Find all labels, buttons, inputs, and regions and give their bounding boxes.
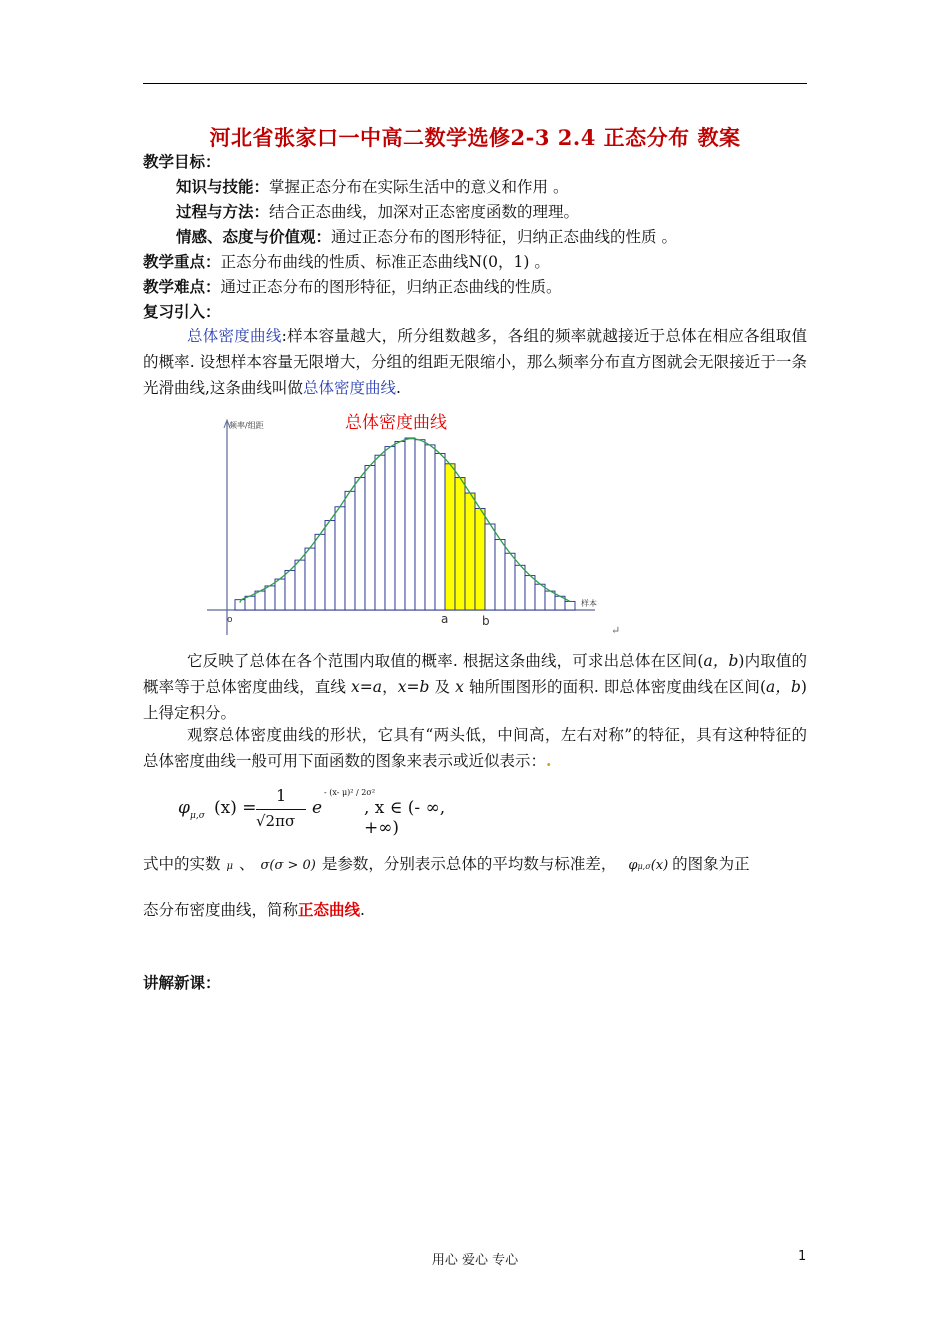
- p2-x: x: [455, 678, 464, 696]
- histogram-bar: [295, 560, 305, 610]
- page-number: 1: [798, 1249, 807, 1264]
- emotion-line: [176, 225, 677, 249]
- histogram-bar: [395, 441, 405, 610]
- b-label: b: [482, 614, 490, 628]
- histogram-bar: [265, 586, 275, 610]
- formula-exponent: - (x- μ)² / 2σ²: [324, 788, 376, 797]
- p4-phi-arg: (x): [650, 858, 669, 873]
- p2-a: 它反映了总体在各个范围内取值的概率. 根据这条曲线，可求出总体在区间(: [187, 652, 704, 670]
- p2-ab2: a，b: [766, 678, 801, 696]
- p3-dot: .: [546, 751, 552, 770]
- difficulty-label: 教学难点：: [143, 277, 221, 296]
- p2-c: ，: [382, 678, 398, 696]
- p4-d: 态分布密度曲线，简称: [143, 901, 299, 919]
- p3-text: 观察总体密度曲线的形状，它具有“两头低，中间高，左右对称”的特征，具有这种特征的总体密度曲线一般可用下面函数的图象来表示或近似表示：: [143, 726, 807, 770]
- histogram-bar: [425, 445, 435, 610]
- histogram-bar: [275, 579, 285, 610]
- histogram-bar: [495, 539, 505, 610]
- histogram-bar: [365, 466, 375, 610]
- formula-lhs-arg: (x) =: [214, 798, 257, 818]
- histogram-bar: [525, 576, 535, 610]
- formula-numerator: 1: [276, 786, 287, 805]
- histogram-bar: [335, 507, 345, 610]
- term-normal-curve: 正态曲线: [298, 900, 361, 919]
- histogram-bar: [485, 524, 495, 610]
- objectives-heading: 教学目标：: [143, 152, 221, 171]
- formula-denominator: √2πσ: [256, 812, 296, 830]
- term-density-curve: 总体密度曲线: [187, 327, 282, 345]
- return-mark: ↵: [611, 624, 621, 637]
- histogram-bar: [245, 596, 255, 610]
- formula-phi-sub: μ,σ: [190, 811, 205, 821]
- histogram-bar: [505, 553, 515, 610]
- a-label: a: [441, 612, 449, 626]
- p2-ab: a，b: [703, 652, 739, 670]
- histogram-bar: [435, 453, 445, 610]
- review-heading: 复习引入：: [143, 302, 221, 321]
- chart-title: 总体密度曲线: [345, 413, 447, 433]
- formula-base-e: e: [312, 798, 323, 818]
- p2-xb: x=b: [397, 678, 430, 696]
- histogram-bar: [445, 464, 455, 610]
- histogram-bar: [315, 534, 325, 610]
- formula-phi: φ: [178, 798, 190, 818]
- p2-e: 轴所围图形的面积. 即总体密度曲线在区间(: [463, 678, 767, 696]
- histogram-bar: [545, 591, 555, 610]
- formula-domain: , x ∈ (- ∞, +∞): [364, 798, 446, 838]
- knowledge-label: 知识与技能：: [176, 177, 270, 196]
- process-text: 结合正态曲线，加深对正态密度函数的理理。: [269, 203, 580, 221]
- histogram-bar: [345, 491, 355, 610]
- histogram-bar: [535, 584, 545, 610]
- p2-xa: x=a: [351, 678, 383, 696]
- document-title: 河北省张家口一中高二数学选修2-3 2.4 正态分布 教案: [209, 125, 741, 150]
- histogram-bar: [565, 601, 575, 610]
- key-text: 正态分布曲线的性质、标准正态曲线N(0，1) 。: [220, 253, 550, 271]
- histogram-bar: [375, 455, 385, 610]
- key-label: 教学重点：: [143, 252, 221, 271]
- p4-end: .: [360, 901, 365, 919]
- normal-density-formula: [178, 782, 478, 838]
- formula-fraction-bar: [256, 809, 306, 810]
- p4-phi-sub: μ,σ: [637, 862, 651, 871]
- p1-end: .: [395, 379, 401, 397]
- histogram-bar: [475, 509, 485, 610]
- y-axis-label: 频率/组距: [229, 421, 264, 430]
- p2-f: )上得定积分。: [143, 678, 807, 722]
- histogram-bar: [325, 521, 335, 610]
- new-lesson-heading: 讲解新课：: [143, 973, 221, 992]
- histogram-bar: [465, 493, 475, 610]
- histogram-bar: [355, 478, 365, 610]
- key-points-line: [143, 250, 550, 274]
- process-label: 过程与方法：: [176, 202, 270, 221]
- p4-b: 是参数，分别表示总体的平均数与标准差，: [321, 855, 617, 873]
- header-rule: [143, 83, 807, 84]
- knowledge-text: 掌握正态分布在实际生活中的意义和作用 。: [269, 178, 569, 196]
- p2-d: 及: [429, 678, 456, 696]
- histogram-bar: [305, 548, 315, 610]
- footer-motto: 用心 爱心 专心: [431, 1253, 519, 1268]
- difficulty-line: [143, 275, 562, 299]
- histogram-bar: [405, 438, 415, 610]
- histogram-bar: [415, 440, 425, 610]
- histogram-bar: [455, 478, 465, 610]
- histogram-bar: [285, 570, 295, 610]
- histogram-bar: [515, 565, 525, 610]
- term-density-curve-2: 总体密度曲线: [302, 379, 396, 397]
- histogram-bar: [385, 447, 395, 610]
- p4-phi: φ: [628, 858, 638, 873]
- chart-svg: [205, 408, 625, 640]
- p4-mu: μ: [226, 861, 234, 872]
- origin-label: o: [227, 615, 233, 625]
- density-histogram-chart: [205, 408, 625, 640]
- p2-b: )内取值的概率等于总体密度曲线，直线: [143, 652, 808, 696]
- paragraph-shape: [143, 722, 807, 774]
- p4-a: 式中的实数: [143, 855, 221, 873]
- paragraph-density-curve: [143, 323, 807, 401]
- paragraph-area: [143, 648, 807, 726]
- difficulty-text: 通过正态分布的图形特征，归纳正态曲线的性质。: [220, 278, 562, 296]
- emotion-text: 通过正态分布的图形特征，归纳正态曲线的性质 。: [331, 228, 677, 246]
- paragraph-parameters: [143, 850, 807, 881]
- p4-c: 的图象为正: [672, 855, 750, 873]
- p4-sigma: σ(σ > 0): [260, 858, 316, 873]
- p1-text: :样本容量越大，所分组数越多，各组的频率就越接近于总体在相应各组取值的概率. 设想样本容量无限增大，分组的组距无限缩小，那么频率分布直方图就会无限接近于一条光滑曲线,这条曲线叫做: [143, 327, 807, 397]
- histogram-bar: [255, 591, 265, 610]
- x-axis-label: 样本: [581, 599, 597, 608]
- paragraph-parameters-2: [143, 897, 807, 923]
- process-line: [176, 200, 579, 224]
- emotion-label: 情感、态度与价值观：: [176, 227, 332, 246]
- p4-sep: 、: [239, 855, 255, 873]
- knowledge-line: [176, 175, 568, 199]
